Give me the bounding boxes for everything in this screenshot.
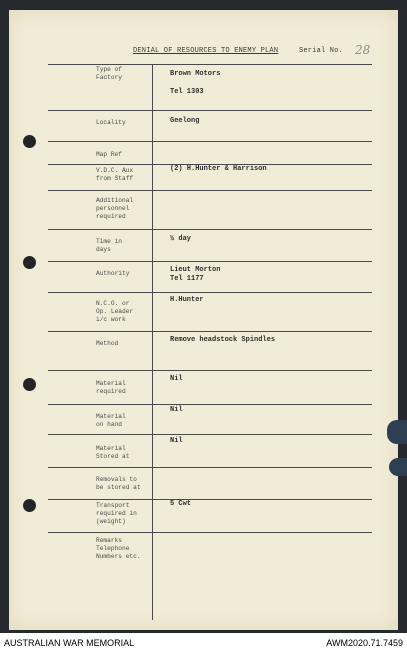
field-label-type-of-factory: Type of Factory: [96, 66, 122, 81]
row-rule: [48, 467, 372, 468]
row-rule: [48, 229, 372, 230]
row-rule: [48, 499, 372, 500]
column-divider: [152, 64, 153, 620]
punch-hole: [23, 378, 36, 391]
punch-hole: [23, 135, 36, 148]
field-label-authority: Authority: [96, 270, 130, 277]
row-rule: [48, 532, 372, 533]
footer-institution: AUSTRALIAN WAR MEMORIAL: [4, 638, 135, 648]
field-value-locality: Geelong: [170, 117, 200, 125]
field-value-nco: H.Hunter: [170, 296, 204, 304]
field-label-vdc-aux: V.D.C. Aux from Staff: [96, 167, 134, 182]
row-rule: [48, 434, 372, 435]
field-value-material-stored-at: Nil: [170, 437, 183, 445]
field-value-type-of-factory: Brown Motors Tel 1303: [170, 70, 221, 96]
punch-hole: [23, 499, 36, 512]
field-value-time-in-days: ½ day: [170, 235, 192, 243]
punch-hole: [23, 256, 36, 269]
field-label-material-required: Material required: [96, 380, 126, 395]
field-value-material-on-hand: Nil: [170, 406, 183, 414]
row-rule: [48, 110, 372, 111]
footer-accession-number: AWM2020.71.7459: [326, 638, 403, 648]
field-label-additional-personnel: Additional personnel required: [96, 197, 134, 220]
row-rule: [48, 404, 372, 405]
row-rule: [48, 331, 372, 332]
field-label-material-on-hand: Material on hand: [96, 413, 126, 428]
form-title: DENIAL OF RESOURCES TO ENEMY PLAN: [133, 47, 279, 55]
field-value-vdc-aux: (2) H.Hunter & Harrison: [170, 165, 267, 173]
row-rule: [48, 370, 372, 371]
field-label-remarks: Remarks Telephone Numbers etc.: [96, 537, 141, 560]
field-label-method: Method: [96, 340, 119, 347]
field-label-time-in-days: Time in days: [96, 238, 122, 253]
document-sheet: [9, 10, 398, 630]
serial-label: Serial No.: [299, 47, 344, 55]
field-value-method: Remove headstock Spindles: [170, 336, 276, 344]
field-label-locality: Locality: [96, 119, 126, 126]
field-label-removals: Removals to be stored at: [96, 476, 141, 491]
row-rule: [48, 64, 372, 65]
serial-number: 28: [355, 43, 371, 57]
field-value-authority: Lieut Morton Tel 1177: [170, 266, 221, 283]
field-label-nco: N.C.O. or Op. Leader i/c work: [96, 300, 134, 323]
row-rule: [48, 292, 372, 293]
binder-tab: [387, 420, 407, 444]
row-rule: [48, 141, 372, 142]
footer-bar: [0, 633, 407, 653]
field-value-transport: 5 Cwt: [170, 500, 192, 508]
field-label-material-stored-at: Material Stored at: [96, 445, 130, 460]
row-rule: [48, 190, 372, 191]
field-label-map-ref: Map Ref: [96, 151, 122, 158]
binder-tab: [389, 458, 407, 476]
field-value-material-required: Nil: [170, 375, 183, 383]
row-rule: [48, 261, 372, 262]
field-label-transport: Transport required in (weight): [96, 502, 137, 525]
